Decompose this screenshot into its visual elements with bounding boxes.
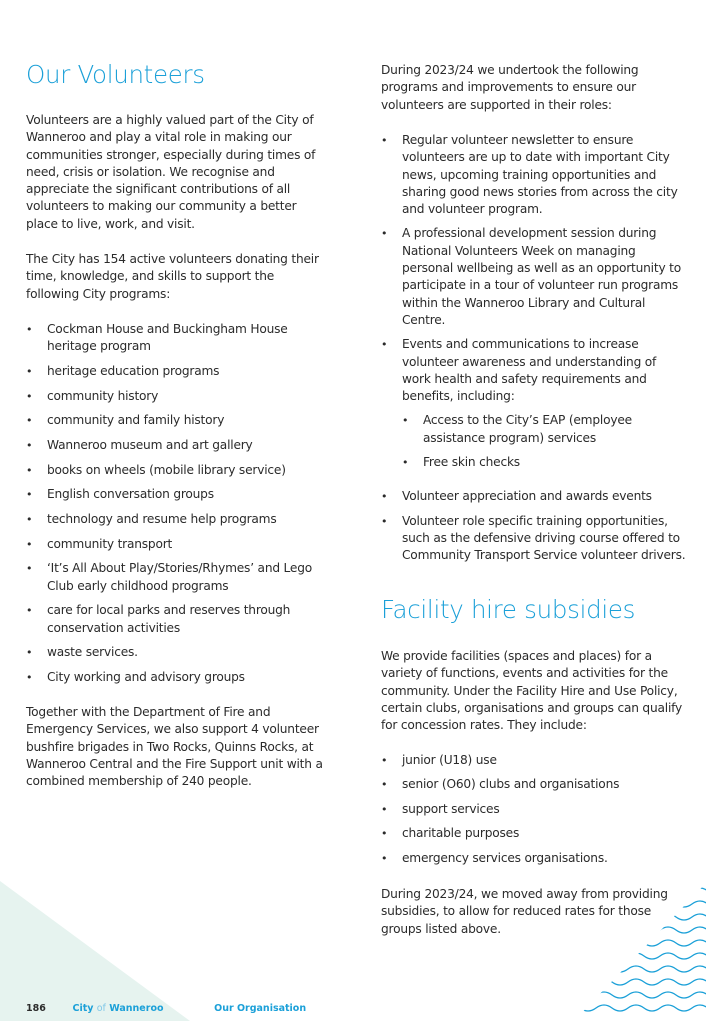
program-list-item: • City working and advisory groups xyxy=(26,669,329,686)
improvement-list-item xyxy=(381,513,686,565)
concession-group-item: • emergency services organisations. xyxy=(381,850,686,867)
benefits-sub-list xyxy=(402,412,686,471)
footer-of-word: of xyxy=(96,1003,106,1014)
concession-group-item: • charitable purposes xyxy=(381,825,686,842)
section-title-volunteers: Our Volunteers xyxy=(26,60,205,89)
benefit-sub-item: • Free skin checks xyxy=(402,454,686,471)
volunteers-intro-paragraph: Volunteers are a highly valued part of the City of Wanneroo and play a vital role in making our communities stronger, especially during times of need, crisis or isolation. We recognise and appreciate the significant contributions of all volunteers to making our community a better place to live, work, and visit. xyxy=(26,113,316,231)
footer-wanneroo-word: Wanneroo xyxy=(109,1003,164,1014)
benefit-sub-item: • Access to the City’s EAP (employee assistance program) services xyxy=(402,412,686,447)
program-list-item: • community history xyxy=(26,388,329,405)
improvements-intro-paragraph: During 2023/24 we undertook the following programs and improvements to ensure our volunteers are supported in their roles: xyxy=(381,63,639,112)
page-footer xyxy=(26,1003,306,1014)
concession-group-item: • support services xyxy=(381,801,686,818)
volunteer-programs-list xyxy=(26,321,329,694)
footer-city-word: City xyxy=(72,1003,94,1014)
improvement-item-text: Volunteer role specific training opportunities, such as the defensive driving course offered to Community Transport Service volunteer drivers. xyxy=(402,513,686,563)
corner-triangle-decoration xyxy=(0,881,190,1021)
concession-groups-list xyxy=(381,752,686,874)
facility-intro-paragraph: We provide facilities (spaces and places) for a variety of functions, events and activities for the community. Under the Facility Hire and Use Policy, certain clubs, organisations and groups can qualify for concession rates. They include: xyxy=(381,649,683,733)
improvement-item-text: Events and communications to increase volunteer awareness and understanding of work health and safety requirements and benefits, including: xyxy=(402,337,657,404)
footer-section-name: Our Organisation xyxy=(214,1003,307,1014)
improvement-item-text: Volunteer appreciation and awards events xyxy=(402,489,652,504)
improvements-list xyxy=(381,132,686,572)
subsidies-change-paragraph: During 2023/24, we moved away from providing subsidies, to allow for reduced rates for those groups listed above. xyxy=(381,887,668,936)
program-list-item: • community transport xyxy=(26,536,329,553)
improvement-list-item xyxy=(381,488,686,505)
improvement-list-item xyxy=(381,132,686,218)
program-list-item: • heritage education programs xyxy=(26,363,329,380)
program-list-item: • books on wheels (mobile library service) xyxy=(26,462,329,479)
improvement-item-text: Regular volunteer newsletter to ensure volunteers are up to date with important City news, upcoming training opportunities and sharing good news stories from across the city and volunteer program. xyxy=(402,133,678,217)
concession-group-item: • senior (O60) clubs and organisations xyxy=(381,776,686,793)
improvement-list-item xyxy=(381,225,686,329)
improvement-list-item xyxy=(381,336,686,471)
concession-group-item: • junior (U18) use xyxy=(381,752,686,769)
program-list-item: • community and family history xyxy=(26,412,329,429)
program-list-item: • ‘It’s All About Play/Stories/Rhymes’ and Lego Club early childhood programs xyxy=(26,560,329,595)
bushfire-brigades-paragraph: Together with the Department of Fire and Emergency Services, we also support 4 volunteer bushfire brigades in Two Rocks, Quinns Rocks, at Wanneroo Central and the Fire Support unit with a combined membership of 240 people. xyxy=(26,705,323,789)
program-list-item: • Cockman House and Buckingham House heritage program xyxy=(26,321,329,356)
program-list-item: • technology and resume help programs xyxy=(26,511,329,528)
section-title-facility-hire: Facility hire subsidies xyxy=(381,595,636,624)
improvement-item-text: A professional development session during National Volunteers Week on managing personal wellbeing as well as an opportunity to participate in a tour of volunteer run programs within the Wanneroo Library and Cultural Centre. xyxy=(402,226,681,327)
program-list-item: • Wanneroo museum and art gallery xyxy=(26,437,329,454)
program-list-item: • waste services. xyxy=(26,644,329,661)
page-number: 186 xyxy=(26,1003,46,1014)
program-list-item: • English conversation groups xyxy=(26,486,329,503)
volunteers-count-paragraph: The City has 154 active volunteers donating their time, knowledge, and skills to support the following City programs: xyxy=(26,252,319,301)
program-list-item: • care for local parks and reserves through conservation activities xyxy=(26,602,329,637)
